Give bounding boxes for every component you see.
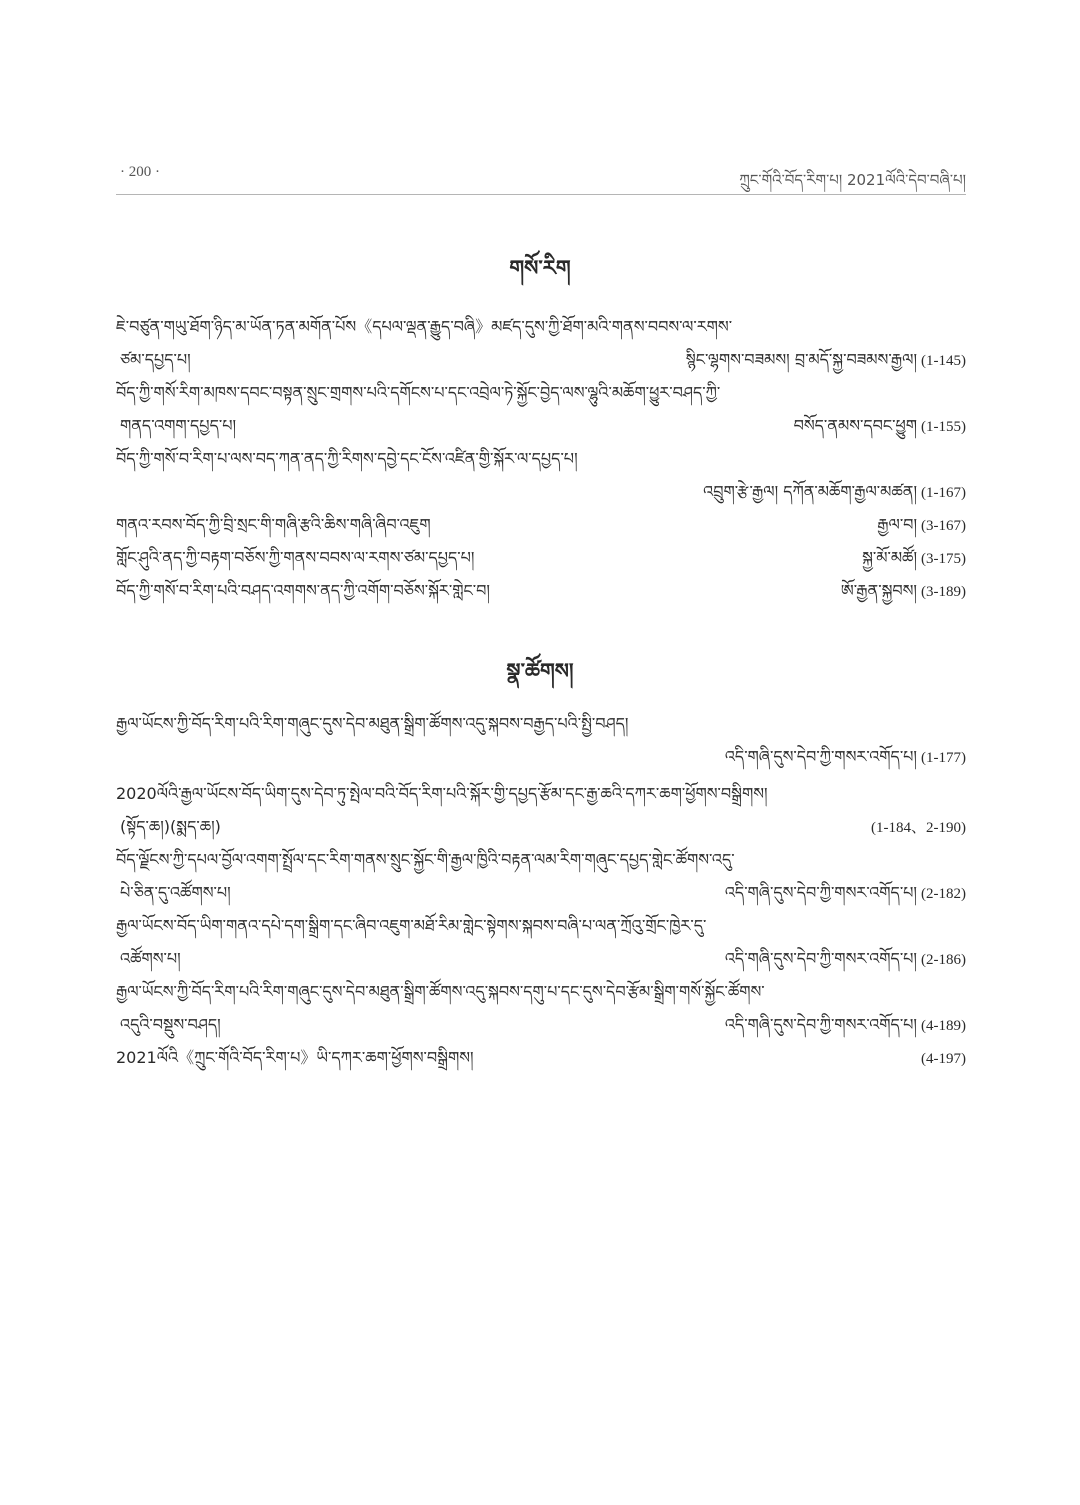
- entry-author: ཨོ་རྒྱན་སྐྱབས།: [840, 581, 917, 600]
- entry-title: གློང་ཤུའི་ནད་ཀྱི་བརྟག་བཅོས་ཀྱི་གནས་བབས་ལ་རགས་ཙམ་དཔྱད་པ།: [116, 548, 475, 567]
- toc-entry[interactable]: [116, 777, 966, 843]
- entry-page-ref: (4-189): [921, 1018, 966, 1034]
- entry-author: འདི་གཞི་དུས་དེབ་ཀྱི་གསར་འགོད་པ།: [724, 747, 917, 766]
- entry-author: འབྲུག་རྩེ་རྒྱལ། དཀོན་མཆོག་རྒྱལ་མཚན།: [703, 482, 917, 501]
- entry-page-ref: (2-186): [921, 952, 966, 968]
- entry-title: བོད་ཀྱི་གསོ་རིག་མཁས་དབང་བསྟན་སྲུང་གྲགས་པའི་དགོངས་པ་དང་འབྲེལ་ཏེ་སྐྱོང་བྱེད་ལས་ལྷུའི་མཆོག་ཕྱུར་བཤད་ཀྱི་: [116, 383, 721, 402]
- entry-title: རྒྱལ་ཡོངས་ཀྱི་བོད་རིག་པའི་རིག་གཞུང་དུས་དེབ་མཐུན་སྒྲིག་ཚོགས་འདུ་སྐབས་བརྒྱད་པའི་སྤྱི་བཤད།: [116, 714, 629, 733]
- entry-page-ref: (3-175): [921, 551, 966, 567]
- toc-entry[interactable]: [116, 909, 966, 975]
- entry-title: རྒྱལ་ཡོངས་བོད་ཡིག་གནའ་དཔེ་དག་སྒྲིག་དང་ཞིབ་འཇུག་མཐོ་རིམ་གླེང་སྟེགས་སྐབས་བཞི་པ་ལན་ཀྲོའུ་གྲོང་ཁྱེར་དུ་: [116, 916, 707, 935]
- entry-page-ref: (1-167): [921, 485, 966, 501]
- entry-title-cont: འདུའི་བསྡུས་བཤད།: [120, 1015, 221, 1034]
- entry-page-ref: (1-155): [921, 419, 966, 435]
- entry-author: སྙིང་ལྷགས་བཟམས། བྲ་མདོ་སྐྱ་བཟམས་རྒྱལ།: [685, 350, 917, 369]
- entry-title: བོད་ལྗོངས་ཀྱི་དཔལ་བྱོལ་འགག་སྤྲོལ་དང་རིག་གནས་སྲུང་སྐྱོང་གི་རྒྱལ་ཁྱིའི་བརྟན་ལམ་རིག་གཞུང་དཔྱད་གླེང་ཚོགས་འདུ་: [116, 850, 735, 869]
- running-title: ཀྲུང་གོའི་བོད་རིག་པ། 2021ལོའི་དེབ་བཞི་པ།: [739, 171, 966, 189]
- entry-title-cont: ཙམ་དཔྱད་པ།: [120, 350, 191, 369]
- entry-title: 2021ལོའི《ཀྲུང་གོའི་བོད་རིག་པ》ཡི་དཀར་ཆག་ཕྱོགས་བསྒྲིགས།: [116, 1048, 474, 1067]
- entry-author: སྐྱ་མོ་མཚོ།: [862, 548, 917, 567]
- entry-title-cont: གནད་འགག་དཔྱད་པ།: [120, 416, 237, 435]
- toc-entry[interactable]: [116, 310, 966, 376]
- entry-author: བསོད་ནམས་དབང་ཕྱུག: [793, 416, 917, 435]
- toc-entry[interactable]: [116, 508, 966, 541]
- toc-entry[interactable]: [116, 1041, 966, 1074]
- toc-entry[interactable]: [116, 707, 966, 773]
- entry-page-ref: (1-184、2-190): [871, 820, 966, 836]
- entry-title-cont: (སྟོད་ཆ།)(སྨད་ཆ།): [120, 817, 221, 836]
- entry-author: འདི་གཞི་དུས་དེབ་ཀྱི་གསར་འགོད་པ།: [724, 1015, 917, 1034]
- toc-entry[interactable]: [116, 541, 966, 574]
- toc-entry[interactable]: [116, 376, 966, 442]
- entry-page-ref: (2-182): [921, 886, 966, 902]
- entry-page-ref: (1-177): [921, 750, 966, 766]
- section-heading-miscellaneous: སྣ་ཚོགས།: [506, 659, 574, 683]
- toc-entry[interactable]: [116, 442, 966, 508]
- entry-title-cont: པེ་ཅིན་དུ་འཚོགས་པ།: [120, 883, 231, 902]
- page-number: · 200 ·: [120, 164, 160, 180]
- entry-title: ཇེ་བཙུན་གཡུ་ཐོག་ཉིད་མ་ཡོན་ཏན་མགོན་པོས《དཔལ་ལྡན་རྒྱུད་བཞི》མཛད་དུས་ཀྱི་ཐོག་མའི་གནས་བབས་ལ་རགས་: [116, 317, 733, 336]
- entry-title: རྒྱལ་ཡོངས་ཀྱི་བོད་རིག་པའི་རིག་གཞུང་དུས་དེབ་མཐུན་སྒྲིག་ཚོགས་འདུ་སྐབས་དགུ་པ་དང་དུས་དེབ་རྩོམ་སྒྲིག་གསོ་སྐྱོང་ཚོགས་: [116, 982, 765, 1001]
- page-header: [116, 160, 966, 195]
- entry-page-ref: (4-197): [921, 1051, 966, 1067]
- entry-title: བོད་ཀྱི་གསོ་བ་རིག་པ་ལས་བད་ཀན་ནད་ཀྱི་རིགས་དབྱེ་དང་ངོས་འཛིན་གྱི་སྐོར་ལ་དཔྱད་པ།: [116, 449, 578, 468]
- entry-title: བོད་ཀྱི་གསོ་བ་རིག་པའི་བཤད་འགགས་ནད་ཀྱི་འགོག་བཅོས་སྐོར་གླེང་བ།: [116, 581, 490, 600]
- entry-author: འདི་གཞི་དུས་དེབ་ཀྱི་གསར་འགོད་པ།: [724, 949, 917, 968]
- toc-entry[interactable]: [116, 843, 966, 909]
- toc-entry[interactable]: [116, 574, 966, 607]
- entry-page-ref: (1-145): [921, 353, 966, 369]
- section-heading-medicine: གསོ་རིག: [509, 256, 571, 280]
- entry-title-cont: འཚོགས་པ།: [120, 949, 181, 968]
- entry-page-ref: (3-189): [921, 584, 966, 600]
- entry-author: འདི་གཞི་དུས་དེབ་ཀྱི་གསར་འགོད་པ།: [724, 883, 917, 902]
- entry-author: རྒྱལ་བ།: [877, 515, 917, 534]
- entry-title: གནའ་རབས་བོད་ཀྱི་བྲི་སྲང་གི་གཞི་རྩའི་ཆིས་གཞི་ཞིབ་འཇུག: [116, 515, 431, 534]
- toc-entry[interactable]: [116, 975, 966, 1041]
- entry-page-ref: (3-167): [921, 518, 966, 534]
- entry-title: 2020ལོའི་རྒྱལ་ཡོངས་བོད་ཡིག་དུས་དེབ་ཏུ་སྤེལ་བའི་བོད་རིག་པའི་སྐོར་གྱི་དཔྱད་རྩོམ་དང་རྒྱ་ཆའི་དཀར་ཆག་ཕྱོགས་བསྒྲིགས།: [116, 784, 768, 803]
